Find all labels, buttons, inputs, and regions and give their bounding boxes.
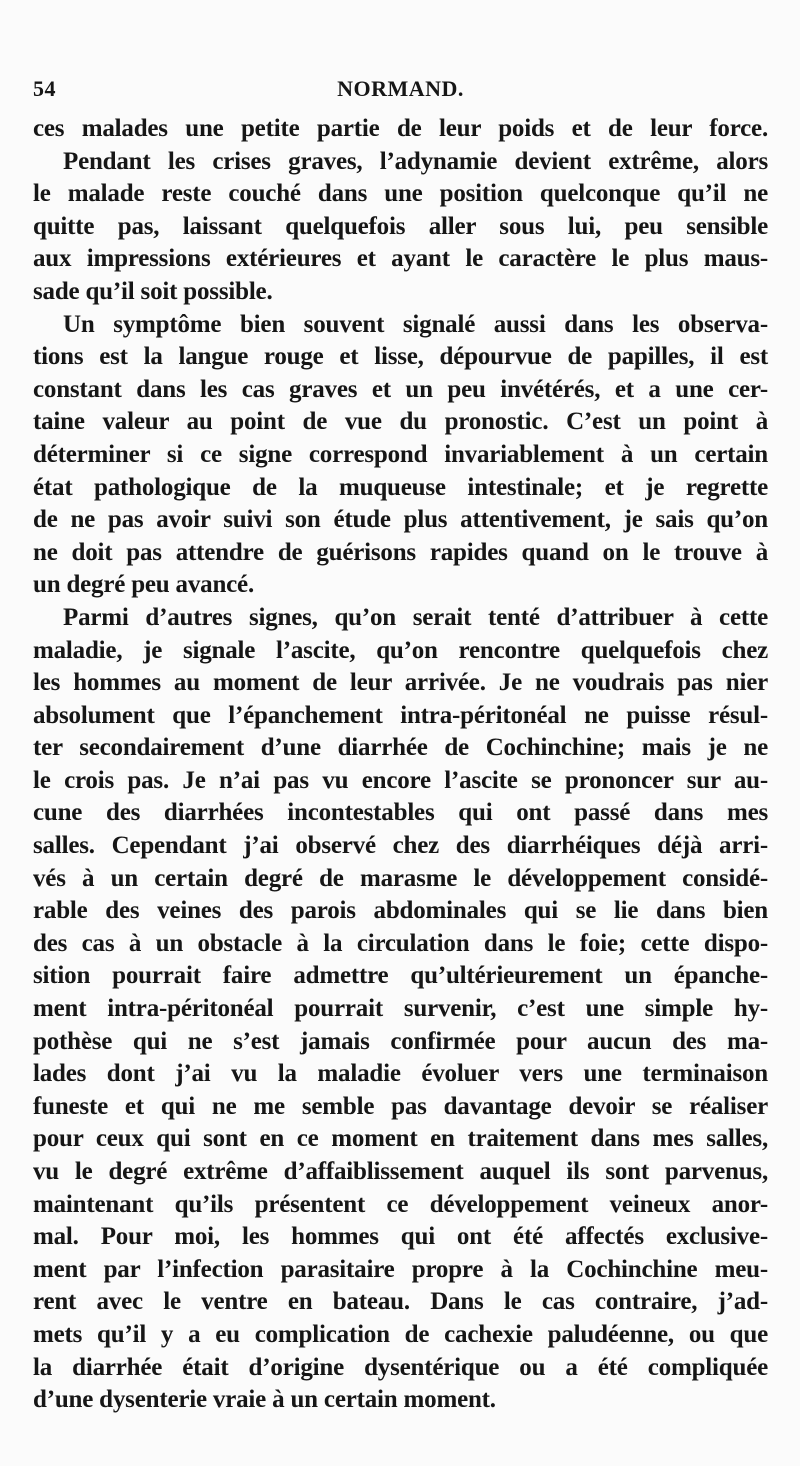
text-line: rable des veines des parois abdominales qui se lie dans bien: [33, 897, 768, 925]
text-line: ter secondairement d’une diarrhée de Cochinchine; mais je ne: [33, 734, 768, 762]
text-line: ne doit pas attendre de guérisons rapides quand on le trouve à: [33, 538, 768, 566]
text-line: de ne pas avoir suivi son étude plus attentivement, je sais qu’on: [33, 506, 768, 534]
text-line: sition pourrait faire admettre qu’ultérieurement un épanche-: [33, 962, 768, 990]
text-line: funeste et qui ne me semble pas davantage devoir se réaliser: [33, 1092, 768, 1120]
text-line: maintenant qu’ils présentent ce développement veineux anor-: [33, 1190, 768, 1218]
page-header: [33, 76, 768, 106]
text-line: salles. Cependant j’ai observé chez des diarrhéiques déjà arri-: [33, 832, 768, 860]
text-line: mal. Pour moi, les hommes qui ont été affectés exclusive-: [33, 1223, 768, 1251]
running-head: NORMAND.: [337, 76, 464, 101]
text-line: quitte pas, laissant quelquefois aller sous lui, peu sensible: [33, 212, 768, 240]
text-line: taine valeur au point de vue du pronostic. C’est un point à: [33, 408, 768, 436]
text-line: le malade reste couché dans une position quelconque qu’il ne: [33, 180, 768, 208]
text-line: aux impressions extérieures et ayant le caractère le plus maus-: [33, 245, 768, 273]
text-line: ces malades une petite partie de leur poids et de leur force.: [33, 115, 768, 142]
text-line: mets qu’il y a eu complication de cachexie paludéenne, ou que: [33, 1320, 768, 1348]
text-line: Parmi d’autres signes, qu’on serait tenté d’attribuer à cette: [63, 603, 768, 631]
text-line: ment par l’infection parasitaire propre à la Cochinchine meu-: [33, 1255, 768, 1283]
text-line: Un symptôme bien souvent signalé aussi dans les observa-: [63, 310, 768, 338]
text-line: rent avec le ventre en bateau. Dans le cas contraire, j’ad-: [33, 1288, 768, 1316]
text-line: lades dont j’ai vu la maladie évoluer vers une terminaison: [33, 1060, 768, 1088]
text-line: vu le degré extrême d’affaiblissement auquel ils sont parvenus,: [33, 1158, 768, 1185]
text-line: pour ceux qui sont en ce moment en traitement dans mes salles,: [33, 1125, 768, 1153]
text-line: d’une dysenterie vraie à un certain moment.: [33, 1386, 496, 1414]
page-number: 54: [33, 76, 56, 101]
text-line: maladie, je signale l’ascite, qu’on rencontre quelquefois chez: [33, 636, 768, 664]
body-text: [33, 113, 768, 1417]
text-line: la diarrhée était d’origine dysentérique ou a été compliquée: [33, 1353, 768, 1381]
text-line: des cas à un obstacle à la circulation dans le foie; cette dispo-: [33, 929, 768, 957]
text-line: sade qu’il soit possible.: [33, 277, 273, 305]
text-line: déterminer si ce signe correspond invariablement à un certain: [33, 440, 768, 468]
text-line: vés à un certain degré de marasme le développement considé-: [33, 864, 768, 892]
text-line: ment intra-péritonéal pourrait survenir, c’est une simple hy-: [33, 995, 768, 1023]
text-line: le crois pas. Je n’ai pas vu encore l’ascite se prononcer sur au-: [33, 766, 768, 794]
text-line: un degré peu avancé.: [33, 571, 255, 599]
text-line: absolument que l’épanchement intra-péritonéal ne puisse résul-: [33, 701, 768, 729]
text-line: les hommes au moment de leur arrivée. Je ne voudrais pas nier: [33, 669, 768, 697]
text-line: constant dans les cas graves et un peu invétérés, et a une cer-: [33, 375, 768, 403]
text-line: cune des diarrhées incontestables qui ont passé dans mes: [33, 799, 768, 827]
text-line: tions est la langue rouge et lisse, dépourvue de papilles, il est: [33, 343, 768, 371]
text-line: état pathologique de la muqueuse intestinale; et je regrette: [33, 473, 768, 501]
text-line: pothèse qui ne s’est jamais confirmée pour aucun des ma-: [33, 1027, 768, 1055]
text-line: Pendant les crises graves, l’adynamie devient extrême, alors: [63, 147, 768, 175]
